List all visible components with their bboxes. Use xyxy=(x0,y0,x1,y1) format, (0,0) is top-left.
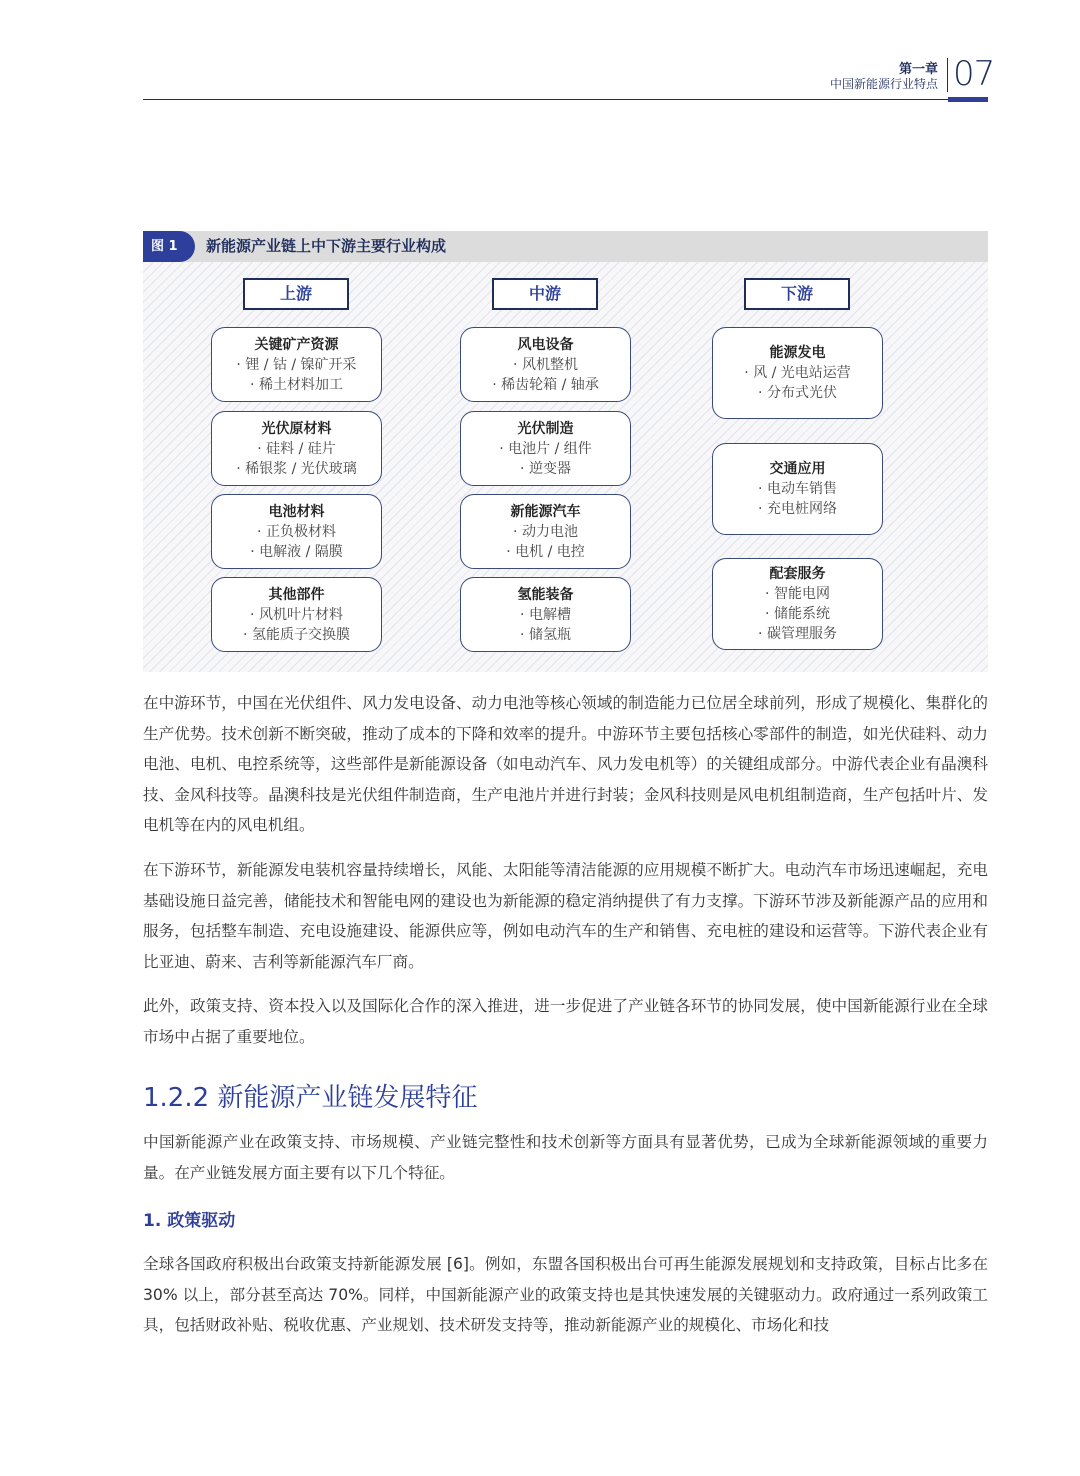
paragraph-policy: 全球各国政府积极出台政策支持新能源发展 [6]。例如，东盟各国积极出台可再生能源发展规划和支持政策，目标占比多在 30% 以上，部分甚至高达 70%。同样，中国新能源产业的政策支持也是其快速发展的关键驱动力。政府通过一系列政策工具，包括财政补贴、税收优惠、产业规划、技术研发支持等，推动新能源产业的规模化、市场化和技 xyxy=(143,1255,988,1334)
section-heading: 1.2.2 新能源产业链发展特征 xyxy=(143,1083,478,1113)
page-number: 07 xyxy=(953,54,995,94)
box-title: 交通应用 xyxy=(769,461,826,477)
diagram-box-upstream-pv-materials xyxy=(211,411,382,486)
box-line: · 充电桩网络 xyxy=(758,501,837,517)
figure-label: 图 1 xyxy=(143,231,195,262)
box-title: 光伏原材料 xyxy=(261,420,332,437)
box-line: · 锂 / 钴 / 镍矿开采 xyxy=(236,356,357,373)
box-line: · 硅料 / 硅片 xyxy=(257,440,336,457)
chapter-subtitle: 中国新能源行业特点 xyxy=(829,77,938,91)
box-line: · 风 / 光电站运营 xyxy=(744,365,851,381)
diagram-box-downstream-transport xyxy=(712,443,883,535)
figure-title: 新能源产业链上中下游主要行业构成 xyxy=(206,237,447,255)
paragraph-downstream: 在下游环节，新能源发电装机容量持续增长，风能、太阳能等清洁能源的应用规模不断扩大。电动汽车市场迅速崛起，充电基础设施日益完善，储能技术和智能电网的建设也为新能源的稳定消纳提供了有力支撑。下游环节涉及新能源产品的应用和服务，包括整车制造、充电设施建设、能源供应等，例如电动汽车的生产和销售、充电桩的建设和运营等。下游代表企业有比亚迪、蔚来、吉利等新能源汽车厂商。 xyxy=(143,861,988,971)
box-line: · 电解槽 xyxy=(520,606,571,623)
box-line: · 储氢瓶 xyxy=(520,626,571,643)
box-line: · 动力电池 xyxy=(513,523,578,540)
header-rule xyxy=(143,99,988,100)
box-line: · 稀银浆 / 光伏玻璃 xyxy=(236,460,357,477)
box-line: · 分布式光伏 xyxy=(758,385,837,401)
box-line: · 碳管理服务 xyxy=(758,626,837,642)
box-line: · 逆变器 xyxy=(520,460,571,477)
box-title: 风电设备 xyxy=(517,336,574,353)
box-line: · 电动车销售 xyxy=(758,481,837,497)
column-header-downstream: 下游 xyxy=(744,278,850,310)
box-line: · 正负极材料 xyxy=(257,523,336,540)
header-rule-accent xyxy=(948,97,988,102)
paragraph-midstream: 在中游环节，中国在光伏组件、风力发电设备、动力电池等核心领域的制造能力已位居全球前列，形成了规模化、集群化的生产优势。技术创新不断突破，推动了成本的下降和效率的提升。中游环节主要包括核心零部件的制造，如光伏硅料、动力电池、电机、电控系统等，这些部件是新能源设备（如电动汽车、风力发电机等）的关键组成部分。中游代表企业有晶澳科技、金风科技等。晶澳科技是光伏组件制造商，生产电池片并进行封装；金风科技则是风电机组制造商，生产包括叶片、发电机等在内的风电机组。 xyxy=(143,694,988,834)
box-line: · 风机整机 xyxy=(513,356,578,373)
box-title: 光伏制造 xyxy=(517,420,574,437)
subsection-heading: 1. 政策驱动 xyxy=(143,1211,236,1231)
column-header-upstream: 上游 xyxy=(243,278,349,310)
box-title: 电池材料 xyxy=(268,503,325,520)
diagram-box-downstream-power xyxy=(712,327,883,419)
figure-diagram xyxy=(143,262,988,672)
box-title: 配套服务 xyxy=(769,566,826,582)
box-title: 关键矿产资源 xyxy=(254,336,339,353)
figure-caption-bar xyxy=(143,231,988,262)
diagram-box-midstream-hydrogen xyxy=(460,577,631,652)
box-line: · 电解液 / 隔膜 xyxy=(250,543,343,560)
box-line: · 智能电网 xyxy=(765,586,830,602)
paragraph-section-intro: 中国新能源产业在政策支持、市场规模、产业链完整性和技术创新等方面具有显著优势，已成为全球新能源领域的重要力量。在产业链发展方面主要有以下几个特征。 xyxy=(143,1133,988,1182)
box-line: · 稀齿轮箱 / 轴承 xyxy=(492,376,599,393)
diagram-box-upstream-minerals xyxy=(211,327,382,402)
diagram-box-midstream-nev xyxy=(460,494,631,569)
diagram-box-downstream-services xyxy=(712,558,883,650)
header-divider xyxy=(947,58,948,92)
box-line: · 储能系统 xyxy=(765,606,830,622)
diagram-box-upstream-other-parts xyxy=(211,577,382,652)
box-line: · 风机叶片材料 xyxy=(250,606,343,623)
box-title: 氢能装备 xyxy=(517,586,574,603)
diagram-box-upstream-battery-materials xyxy=(211,494,382,569)
box-line: · 氢能质子交换膜 xyxy=(243,626,350,643)
box-line: · 稀土材料加工 xyxy=(250,376,343,393)
box-title: 新能源汽车 xyxy=(510,503,581,520)
box-line: · 电池片 / 组件 xyxy=(499,440,592,457)
chapter-label: 第一章 xyxy=(898,62,938,77)
box-title: 能源发电 xyxy=(769,345,826,361)
paragraph-summary: 此外，政策支持、资本投入以及国际化合作的深入推进，进一步促进了产业链各环节的协同发展，使中国新能源行业在全球市场中占据了重要地位。 xyxy=(143,997,988,1046)
diagram-box-midstream-pv xyxy=(460,411,631,486)
box-title: 其他部件 xyxy=(268,586,325,603)
column-header-midstream: 中游 xyxy=(492,278,598,310)
diagram-box-midstream-wind xyxy=(460,327,631,402)
box-line: · 电机 / 电控 xyxy=(506,543,585,560)
